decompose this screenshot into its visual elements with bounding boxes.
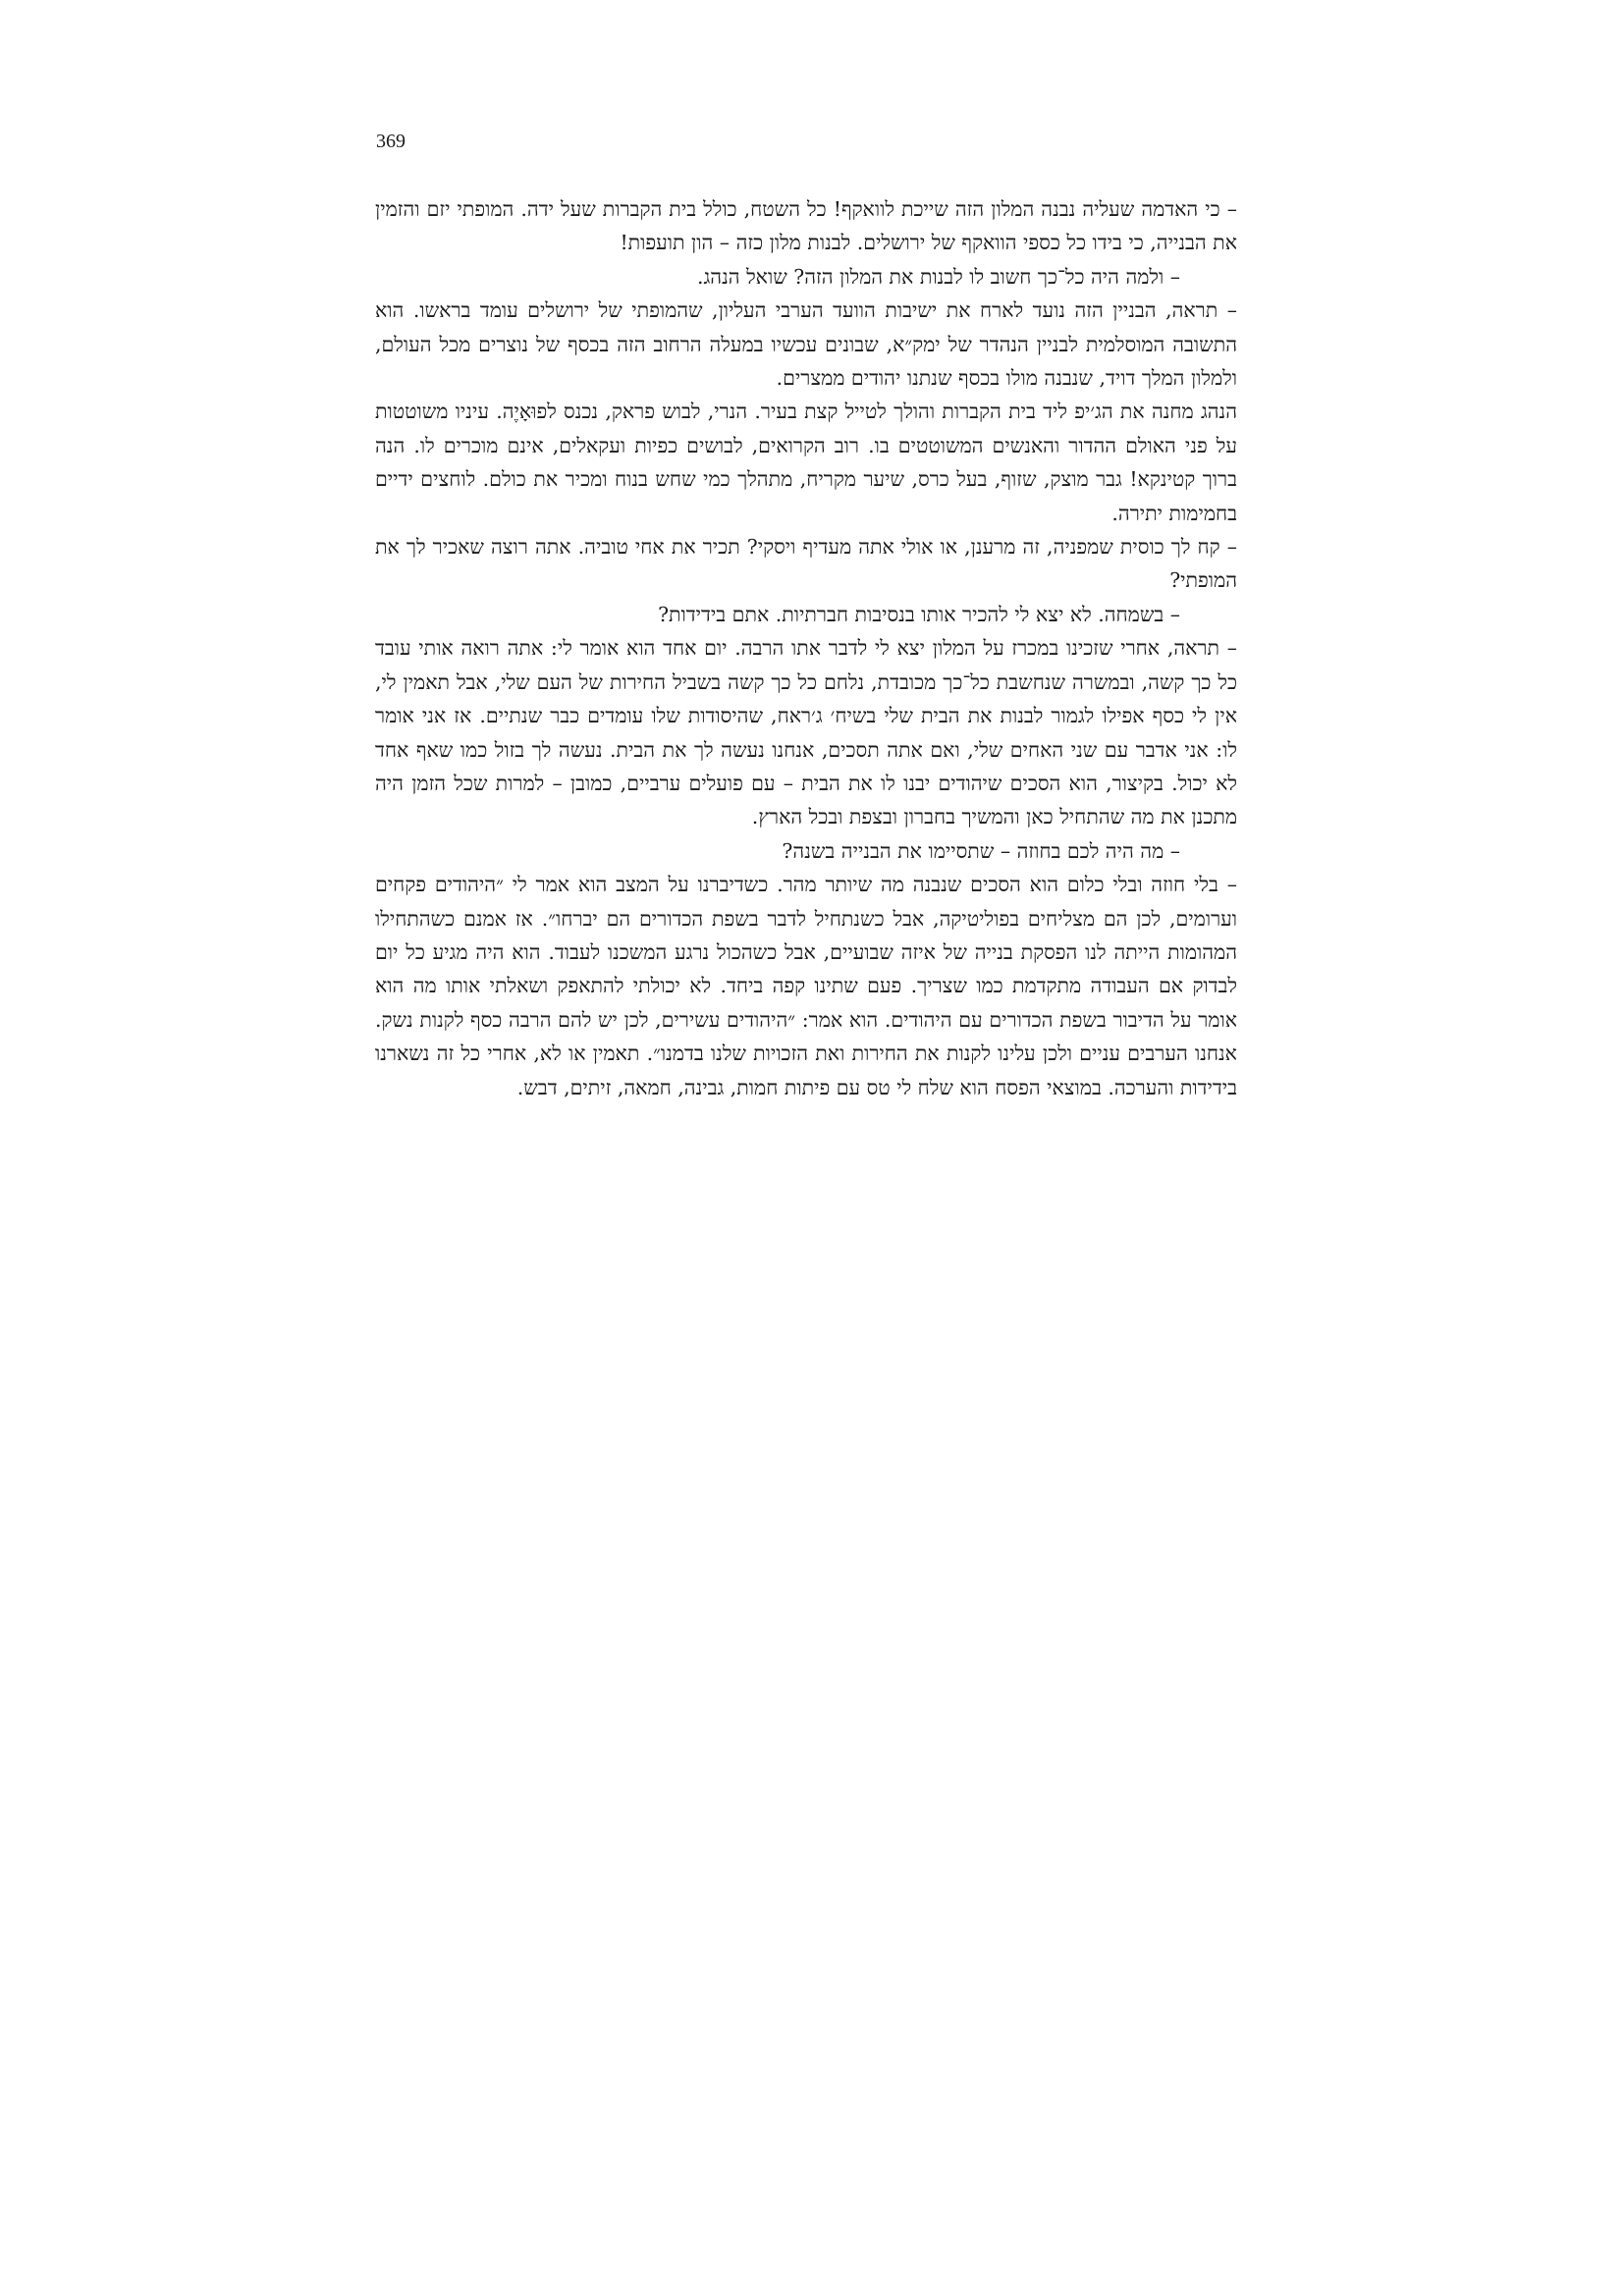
- body-text: [375, 192, 1237, 1104]
- paragraph-5: – קח לך כוסית שמפניה, זה מרענן, או אולי אתה מעדיף ויסקי? תכיר את אחי טוביה. אתה רוצה שאכיר לך את המופתי?: [375, 535, 1237, 593]
- paragraph-2: – ולמה היה כל־כך חשוב לו לבנות את המלון הזה? שואל הנהג.: [697, 264, 1180, 289]
- paragraph-8: – מה היה לכם בחוזה – שתסיימו את הבנייה בשנה?: [782, 838, 1180, 863]
- paragraph-4: הנהג מחנה את הג׳יפ ליד בית הקברות והולך לטייל קצת בעיר. הנרי, לבוש פראק, נכנס לפוּאָיֶה. עיניו משוטטות על פני האולם ההדור והאנשים המשוטטים בו. רוב הקרואים, לבושים כפיות ועקאלים, אינם מוכרים לו. הנה ברוך קטינקא! גבר מוצק, שזוף, בעל כרס, שיער מקריח, מתהלך כמי שחש בנוח ומכיר את כולם. לוחצים ידיים בחמימות יתירה.: [375, 400, 1237, 525]
- paragraph-7: – תראה, אחרי שזכינו במכרז על המלון יצא לי לדבר אתו הרבה. יום אחד הוא אומר לי: אתה רואה אותי עובד כל כך קשה, ובמשרה שנחשבת כל־כך מכובדת, נלחם כל כך קשה בשביל החירות של העם שלי, אבל תאמין לי, אין לי כסף אפילו לגמור לבנות את הבית שלי בשיח׳ ג׳ראח, שהיסודות שלו עומדים כבר שנתיים. אז אני אומר לו: אני אדבר עם שני האחים שלי, ואם אתה תסכים, אנחנו נעשה לך את הבית. נעשה לך בזול כמו שאף אחד לא יכול. בקיצור, הוא הסכים שיהודים יבנו לו את הבית – עם פועלים ערביים, כמובן – למרות שכל הזמן היה מתכנן את מה שהתחיל כאן והמשיך בחברון ובצפת ובכל הארץ.: [375, 636, 1237, 829]
- paragraph-9: – בלי חוזה ובלי כלום הוא הסכים שנבנה מה שיותר מהר. כשדיברנו על המצב הוא אמר לי ״היהודים פקחים וערומים, לכן הם מצליחים בפוליטיקה, אבל כשנתחיל לדבר בשפת הכדורים הם יברחו״. אז אמנם כשהתחילו המהומות הייתה לנו הפסקת בנייה של איזה שבועיים, אבל כשהכול נרגע המשכנו לעבוד. הוא היה מגיע כל יום לבדוק אם העבודה מתקדמת כמו שצריך. פעם שתינו קפה ביחד. לא יכולתי להתאפק ושאלתי אותו מה הוא אומר על הדיבור בשפת הכדורים עם היהודים. הוא אמר: ״היהודים עשירים, לכן יש להם הרבה כסף לקנות נשק. אנחנו הערבים עניים ולכן עלינו לקנות את החירות ואת הזכויות שלנו בדמנו״. תאמין או לא, אחרי כל זה נשארנו בידידות והערכה. במוצאי הפסח הוא שלח לי טס עם פיתות חמות, גבינה, חמאה, זיתים, דבש.: [375, 873, 1237, 1099]
- paragraph-6: – בשמחה. לא יצא לי להכיר אותו בנסיבות חברתיות. אתם בידידות?: [658, 602, 1180, 626]
- page-number: 369: [376, 131, 406, 152]
- paragraph-1: – כי האדמה שעליה נבנה המלון הזה שייכת לוואקף! כל השטח, כולל בית הקברות שעל ידה. המופתי יזם והזמין את הבנייה, כי בידו כל כספי הוואקף של ירושלים. לבנות מלון כזה – הון תועפות!: [375, 197, 1237, 255]
- paragraph-3: – תראה, הבניין הזה נועד לארח את ישיבות הוועד הערבי העליון, שהמופתי של ירושלים עומד בראשו. הוא התשובה המוסלמית לבניין הנהדר של ימק״א, שבונים עכשיו במעלה הרחוב הזה בכסף של נוצרים מכל העולם, ולמלון המלך דויד, שנבנה מולו בכסף שנתנו יהודים ממצרים.: [375, 298, 1237, 391]
